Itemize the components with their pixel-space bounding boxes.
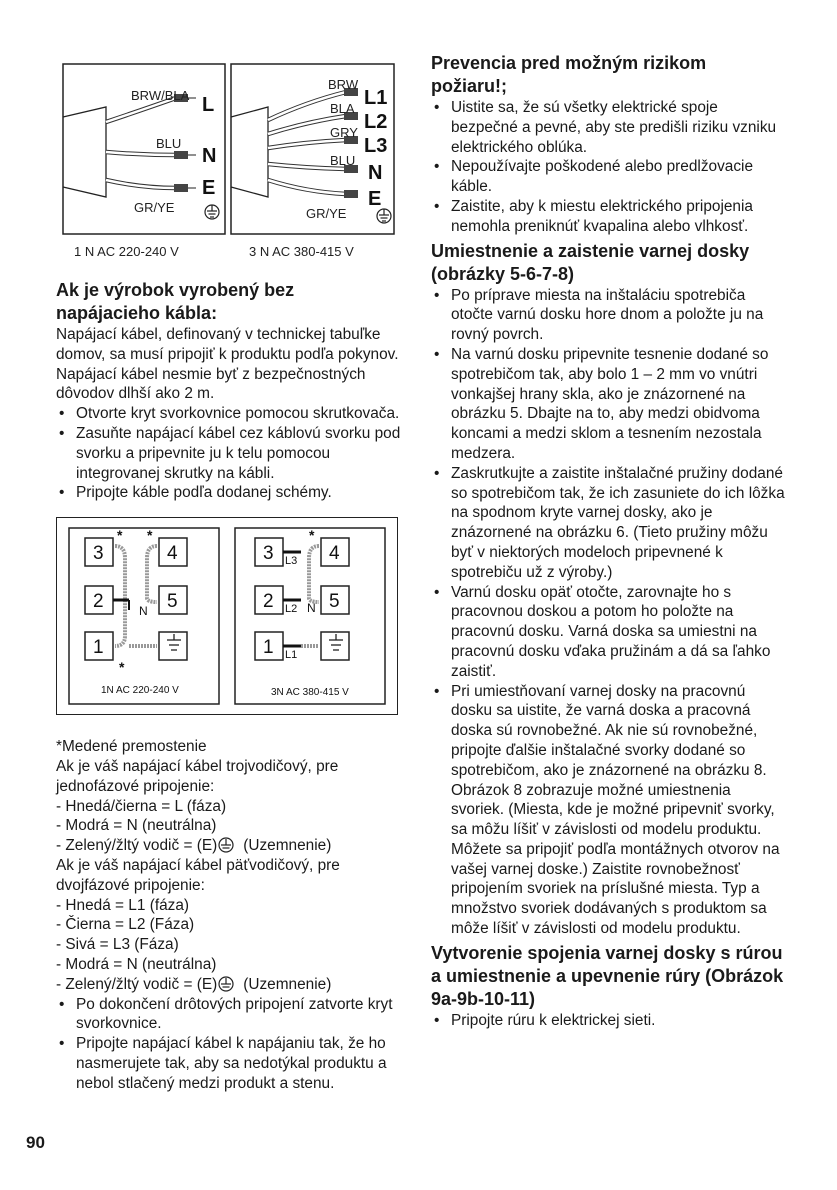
heading-no-cable: Ak je výrobok vyrobený bez napájacieho kábla: — [56, 280, 295, 323]
list-item: • Zasuňte napájací kábel cez káblovú svorku pod svorku a pripevnite ju k telu pomocou integrovanej skrutky na kábli. — [56, 424, 401, 483]
wire-label-gr-ye: GR/YE — [134, 200, 175, 215]
hob-placement-list — [431, 286, 786, 939]
earth-line — [56, 836, 401, 856]
terminal-number-3: 3 — [263, 543, 274, 565]
list-item: • Varnú dosku opäť otočte, zarovnajte ho s pracovnou doskou a potom ho položte na pracovnú dosku. Varná doska sa umiestni na pracovnú dosku vďaka pružinám a dá sa ľahko zaistiť. — [431, 583, 786, 682]
terminal-label-e-3ph: E — [368, 188, 382, 210]
three-phase-line: - Hnedá = L1 (fáza) — [56, 896, 190, 914]
bridge-star: * — [309, 527, 315, 544]
fire-prevention-list — [431, 98, 786, 237]
list-item: • Zaistite, aby k miestu elektrického pripojenia nemohla preniknúť kvapalina alebo vlhkosť. — [431, 197, 786, 237]
oven-connection-list — [431, 1011, 786, 1031]
heading-fire-prevention: Prevencia pred možným rizikom požiaru!; — [431, 53, 707, 96]
caption-single-phase: 1 N AC 220-240 V — [74, 244, 179, 259]
three-phase-line: - Modrá = N (neutrálna) — [56, 955, 217, 973]
list-item: • Uistite sa, že sú všetky elektrické spoje bezpečné a pevné, aby ste predišli riziku vzniku elektrického oblúka. — [431, 98, 786, 157]
list-item: • Pripojte káble podľa dodanej schémy. — [56, 483, 401, 503]
caption-terminal-single: 1N AC 220-240 V — [101, 685, 179, 697]
left-column — [56, 52, 401, 1094]
terminal-label-l2: L2 — [364, 111, 388, 133]
list-item: • Pri umiestňovaní varnej dosky na pracovnú dosku sa uistite, že varná doska a pracovná doska sú rovnobežné. Ak nie sú rovnobežné, pripojte ďalšie inštalačné svorky dodané so spotrebičom, ako je znázornené na obrázku 8. Obrázok 8 zobrazuje možné umiestnenia svoriek. (Miesta, kde je možné pripevniť svorky, sa môžu líšiť v závislosti od modelu produktu. Môžete sa pripojiť podľa montážnych otvorov na vašej varnej doske.) Zaistite rovnobežnosť pripojením svoriek na príslušné miesta. Typ a množstvo svoriek dodávaných s produktom sa môže líšiť v závislosti od modelu produktu. — [431, 682, 786, 939]
terminal-number-2: 2 — [93, 591, 104, 613]
terminal-number-1: 1 — [93, 637, 104, 659]
final-steps-list — [56, 995, 401, 1094]
terminal-label-l: L — [202, 94, 215, 116]
terminal-number-5: 5 — [329, 591, 340, 613]
earth-line-prefix: - Zelený/žltý vodič = (E) — [56, 837, 218, 855]
n-label: N — [307, 601, 316, 616]
terminal-number-1: 1 — [263, 637, 274, 659]
earth-line-prefix: - Zelený/žltý vodič = (E) — [56, 975, 218, 993]
terminal-label-n: N — [202, 145, 217, 167]
footnote-copper-bridge: *Medené premostenie — [56, 738, 207, 756]
single-phase-line: - Modrá = N (neutrálna) — [56, 817, 217, 835]
wire-label-brw-bla: BRW/BLA — [131, 88, 190, 103]
three-phase-intro: Ak je váš napájací kábel päťvodičový, pre dvojfázové pripojenie: — [56, 856, 340, 894]
list-item: • Na varnú dosku pripevnite tesnenie dodané so spotrebičom tak, aby bolo 1 – 2 mm vo vnútri vonkajšej hrany skla, ako je znázornené na obrázku 5. Dbajte na to, aby medzi obidvoma koncami a medzi sklom a tesnením nezostala medzera. — [431, 345, 786, 464]
wire-label-gr-ye-3ph: GR/YE — [306, 206, 347, 221]
wire-label-gry: GRY — [330, 125, 358, 140]
earth-symbol-icon — [217, 837, 235, 853]
three-phase-line: - Sivá = L3 (Fáza) — [56, 936, 179, 954]
list-item: • Pripojte rúru k elektrickej sieti. — [431, 1011, 786, 1031]
terminal-block-figure — [56, 517, 398, 715]
wire-label-blu-3ph: BLU — [330, 153, 356, 168]
terminal-number-2: 2 — [263, 591, 274, 613]
single-phase-intro: Ak je váš napájací kábel trojvodičový, pre jednofázové pripojenie: — [56, 757, 339, 795]
earth-line — [56, 975, 401, 995]
earth-symbol-icon — [217, 976, 235, 992]
bridge-star: * — [147, 527, 153, 544]
page-number: 90 — [26, 1133, 45, 1152]
terminal-number-4: 4 — [167, 543, 178, 565]
cable-steps-list — [56, 404, 401, 503]
earth-line-suffix: (Uzemnenie) — [243, 837, 332, 855]
caption-terminal-three: 3N AC 380-415 V — [271, 687, 349, 699]
wire-label-brw: BRW — [328, 77, 359, 92]
terminal-number-3: 3 — [93, 543, 104, 565]
terminal-label-n-3ph: N — [368, 162, 383, 184]
list-item: • Zaskrutkujte a zaistite inštalačné pružiny dodané so spotrebičom tak, že ich zasuniete do ich lôžka na spodnom kryte varnej dosky, ako je znázornené na obrázku 6. (Tieto pružiny môžu byť v niektorých modeloch pripevnené k spotrebiču už z výroby.) — [431, 464, 786, 583]
terminal-number-5: 5 — [167, 591, 178, 613]
list-item: • Pripojte napájací kábel k napájaniu tak, že ho nasmerujete tak, aby sa nedotýkal produktu a nebol stlačený medzi produkt a stenu. — [56, 1034, 401, 1093]
heading-hob-placement: Umiestnenie a zaistenie varnej dosky (obrázky 5-6-7-8) — [431, 240, 750, 284]
earth-line-suffix: (Uzemnenie) — [243, 975, 332, 993]
three-phase-line: - Čierna = L2 (Fáza) — [56, 916, 195, 934]
label-l2: L2 — [285, 603, 298, 616]
n-label: N — [139, 604, 148, 619]
terminal-block-diagram — [57, 518, 397, 714]
caption-three-phase: 3 N AC 380-415 V — [249, 244, 354, 259]
wire-label-bla: BLA — [330, 101, 355, 116]
cable-wiring-figure — [56, 52, 401, 267]
terminal-label-l1: L1 — [364, 87, 388, 109]
bridge-star: * — [119, 659, 125, 676]
list-item: • Nepoužívajte poškodené alebo predlžovacie káble. — [431, 157, 786, 197]
cable-wiring-diagram — [56, 52, 401, 267]
list-item: • Otvorte kryt svorkovnice pomocou skrutkovača. — [56, 404, 401, 424]
terminal-label-e: E — [202, 177, 216, 199]
terminal-number-4: 4 — [329, 543, 340, 565]
list-item: • Po príprave miesta na inštaláciu spotrebiča otočte varnú dosku hore dnom a položte ju na rovný povrch. — [431, 286, 786, 345]
heading-oven-connection: Vytvorenie spojenia varnej dosky s rúrou a umiestnenie a upevnenie rúry (Obrázok 9a-9b-10-11) — [431, 942, 784, 1009]
intro-paragraph: Napájací kábel, definovaný v technickej tabuľke domov, sa musí pripojiť k produktu podľa pokynov. Napájací kábel nesmie byť z bezpečnostných dôvodov dlhší ako 2 m. — [56, 326, 399, 403]
label-l1: L1 — [285, 649, 298, 662]
wire-label-blu: BLU — [156, 136, 182, 151]
right-column — [431, 52, 786, 1031]
bridge-star: * — [117, 527, 123, 544]
single-phase-line: - Hnedá/čierna = L (fáza) — [56, 797, 227, 815]
list-item: • Po dokončení drôtových pripojení zatvorte kryt svorkovnice. — [56, 995, 401, 1035]
terminal-label-l3: L3 — [364, 135, 388, 157]
label-l3: L3 — [285, 555, 298, 568]
